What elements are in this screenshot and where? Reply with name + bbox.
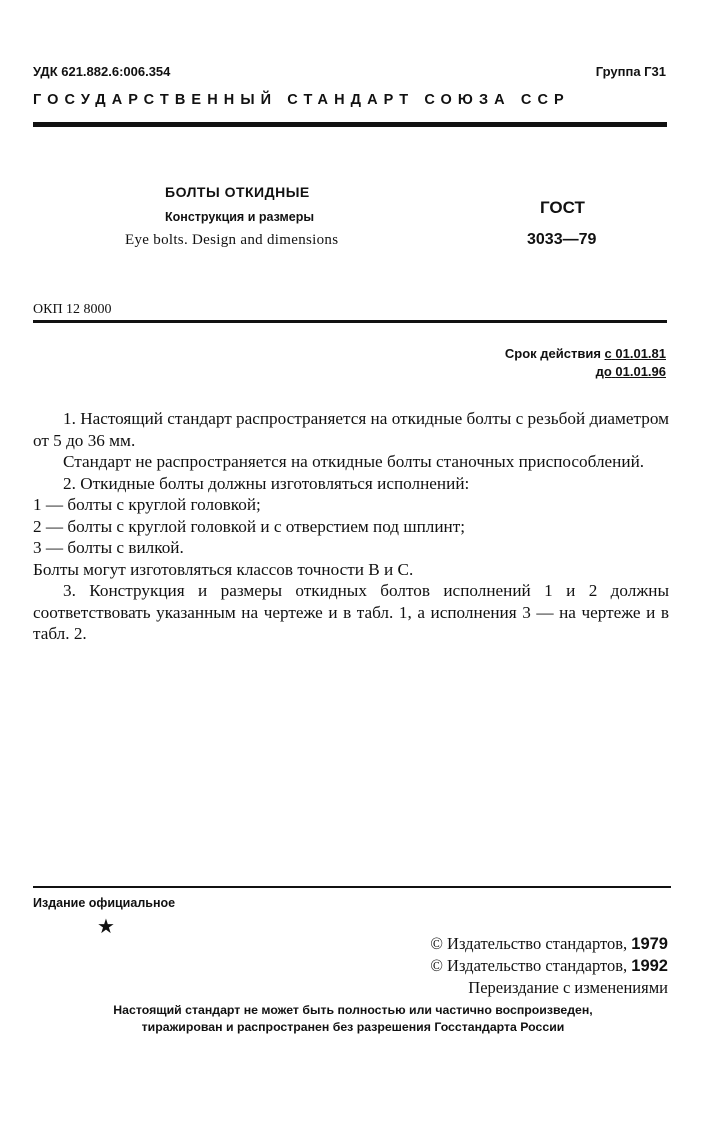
validity-from: 01.01.81 <box>615 346 666 361</box>
paragraph-variants: 2. Откидные болты должны изготовляться исполнений: <box>63 473 470 493</box>
document-body <box>33 408 669 645</box>
list-item-variant-1: 1 — болты с круглой головкой; <box>33 495 261 514</box>
footer-rule <box>33 886 671 888</box>
document-title: БОЛТЫ ОТКИДНЫЕ <box>165 184 310 200</box>
paragraph-scope: 1. Настоящий стандарт распространяется на откидные болты с резьбой диаметром от 5 до 36 мм. <box>33 409 669 450</box>
group-code: Группа Г31 <box>595 64 666 79</box>
reprint-note: Переиздание с изменениями <box>468 978 668 997</box>
gost-label: ГОСТ <box>540 198 585 217</box>
validity-label: Срок действия <box>504 346 601 361</box>
list-item-variant-3: 3 — болты с вилкой. <box>33 538 184 557</box>
validity-from-prefix: с <box>604 346 612 361</box>
paragraph-accuracy: Болты могут изготовляться классов точности В и С. <box>33 559 414 579</box>
list-item-variant-2: 2 — болты с круглой головкой и с отверстием под шплинт; <box>33 516 466 536</box>
validity-to: 01.01.96 <box>615 364 666 379</box>
validity-to-line <box>505 363 666 381</box>
publisher-year-1: 1979 <box>631 935 668 953</box>
udk-code: УДК 621.882.6:006.354 <box>33 64 171 79</box>
document-title-en: Eye bolts. Design and dimensions <box>125 232 339 248</box>
notice-line-2: тиражирован и распространен без разрешения Госстандарта России <box>141 1020 565 1034</box>
header-rule <box>33 122 667 127</box>
star-icon: ★ <box>97 916 115 938</box>
notice-line-1: Настоящий стандарт не может быть полностью или частично воспроизведен, <box>113 1003 593 1017</box>
okp-code: ОКП 12 8000 <box>33 302 112 317</box>
section-rule <box>33 320 667 323</box>
validity-from-line <box>505 345 666 363</box>
edition-label: Издание официальное <box>33 896 176 910</box>
gost-number: 3033—79 <box>527 231 597 248</box>
validity-period <box>505 345 666 381</box>
paragraph-design: 3. Конструкция и размеры откидных болтов исполнений 1 и 2 должны соответствовать указанным на чертеже и в табл. 1, а исполнения 3 — на чертеже и в табл. 2. <box>33 581 669 643</box>
publisher-year-2: 1992 <box>631 957 668 975</box>
publisher-block <box>430 933 668 999</box>
publisher-text-2: © Издательство стандартов, <box>430 956 628 975</box>
publisher-line-1 <box>430 933 668 955</box>
paragraph-exclusion: Стандарт не распространяется на откидные болты станочных приспособлений. <box>63 452 645 471</box>
validity-to-prefix: до <box>595 364 612 379</box>
publisher-text-1: © Издательство стандартов, <box>430 934 628 953</box>
state-standard-heading: ГОСУДАРСТВЕННЫЙ СТАНДАРТ СОЮЗА ССР <box>33 92 570 108</box>
copyright-notice <box>33 1002 673 1036</box>
document-subtitle: Конструкция и размеры <box>165 210 315 224</box>
publisher-line-2 <box>430 955 668 977</box>
